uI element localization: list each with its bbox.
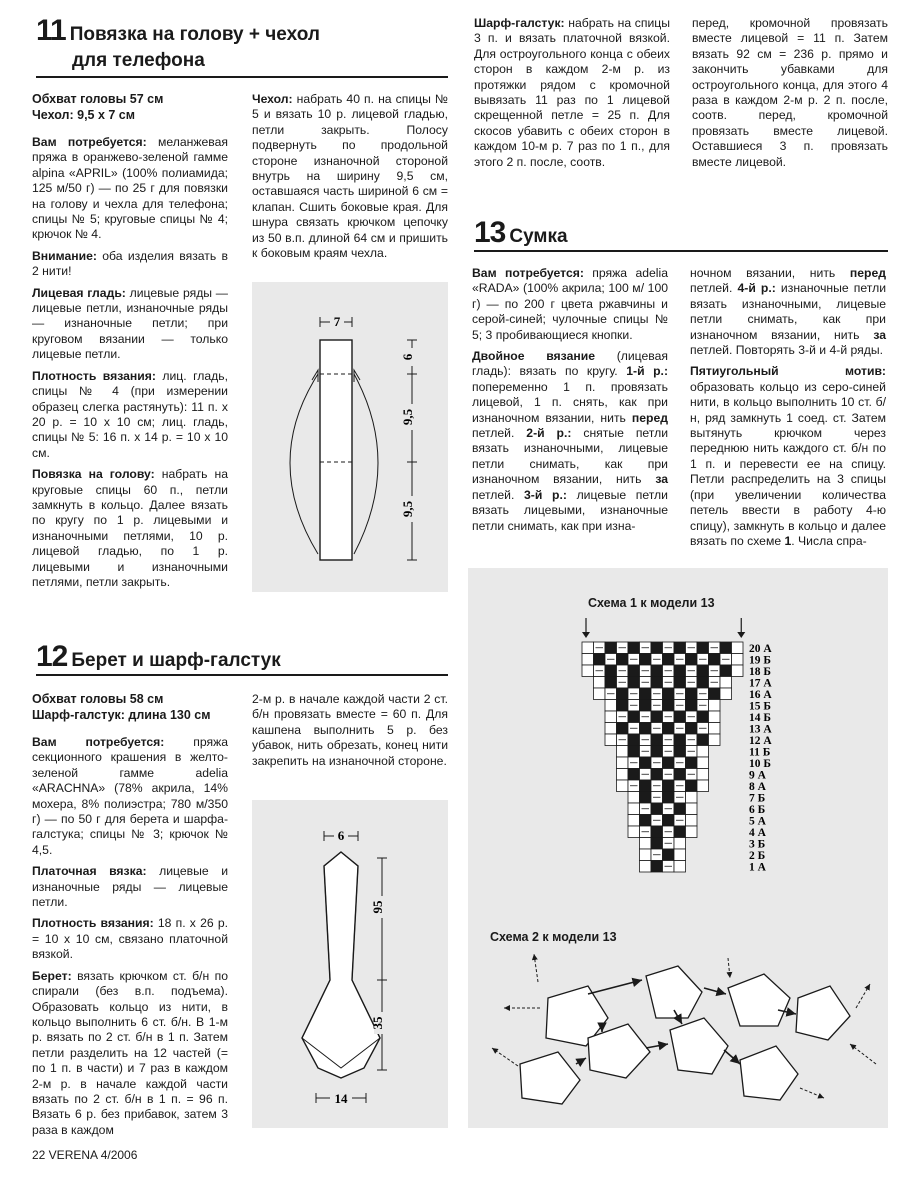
chart-cell bbox=[617, 780, 629, 792]
row-label: 15 Б bbox=[749, 700, 771, 713]
case-diagram bbox=[252, 282, 448, 592]
section-12-rule bbox=[36, 674, 448, 676]
dim-middle: 9,5 bbox=[400, 408, 415, 426]
chart-cell bbox=[709, 734, 721, 746]
chart-cell bbox=[640, 723, 652, 735]
chart-cell bbox=[628, 746, 640, 758]
section-12-col2 bbox=[252, 692, 448, 775]
schemes-panel bbox=[468, 568, 888, 1128]
chart-cell bbox=[674, 826, 686, 838]
dim-length: 95 bbox=[370, 900, 385, 914]
chart-cell bbox=[709, 654, 721, 666]
page-footer: 22 VERENA 4/2006 bbox=[32, 1148, 138, 1162]
chart-cell bbox=[674, 849, 686, 861]
chart-cell bbox=[697, 780, 709, 792]
chart-cell bbox=[605, 665, 617, 677]
chart-cell bbox=[697, 711, 709, 723]
chart-cell bbox=[663, 757, 675, 769]
pentagon-8 bbox=[740, 1046, 798, 1100]
chart-cell bbox=[674, 711, 686, 723]
chart-cell bbox=[651, 861, 663, 873]
chart-cell bbox=[605, 711, 617, 723]
garter: Платочная вязка: лицевые и изнаночные ряды — лицевые петли. bbox=[32, 864, 228, 910]
chart-cell bbox=[640, 861, 652, 873]
chart-cell bbox=[628, 642, 640, 654]
chart-cell bbox=[686, 757, 698, 769]
chart-cell bbox=[697, 769, 709, 781]
column-marker-arrowhead bbox=[582, 632, 590, 638]
chart-cell bbox=[674, 838, 686, 850]
scarf-continued: перед, кромочной провязать вместе лицевой = 11 п. Затем вязать 92 см = 236 р. прямо и закончить убавками для остроугольного конца, для этого 4 раза в каждом 2-м р. 2 п. после, соотв. перед, кромочной провязать вместе лицевой. Оставшиеся 3 п. провязать вместе лицевой. bbox=[692, 16, 888, 169]
chart-cell bbox=[709, 711, 721, 723]
materials: Вам потребуется: пряжа секционного крашения в желто-зеленой гамме adelia «ARACHNA» (78% акрила, 14% мохера, 8% полиэстра; 780 м/350 г) — по 50 г для берета и шарфа-галстука; спицы № 3; крючок № 4,5. bbox=[32, 735, 229, 857]
pentagon-7 bbox=[520, 1052, 580, 1104]
chart-cell bbox=[640, 838, 652, 850]
materials: Вам потребуется: меланжевая пряжа в оранжево-зеленой гамме alpina «APRIL» (100% полиамида; 125 м/50 г) — по 25 г для повязки на голову и чехла для телефона; спицы № 5; круговые спицы № 4; крючок № 4. bbox=[32, 135, 229, 242]
chart-cell bbox=[628, 803, 640, 815]
section-11-title-line2: для телефона bbox=[72, 50, 205, 71]
size-head: Обхват головы 58 см bbox=[32, 692, 164, 706]
section-number: 13 bbox=[474, 216, 506, 249]
headband: Повязка на голову: набрать на круговые спицы 60 п., петли замкнуть в кольцо. Далее вязать по кругу по 1 р. лицевыми и изнаночными петлями, 10 р. лицевой гладью, по 1 р. лицевыми и изнаночными петлями, петли закрыть. bbox=[32, 467, 228, 589]
row-label: 2 Б bbox=[749, 850, 766, 862]
row-label: 7 Б bbox=[749, 792, 766, 805]
row-label: 12 А bbox=[749, 735, 772, 747]
row-label: 4 А bbox=[749, 827, 766, 839]
chart-cell bbox=[640, 849, 652, 861]
dim-top: 6 bbox=[337, 828, 345, 843]
chart-cell bbox=[720, 688, 732, 700]
chart-cell bbox=[582, 665, 594, 677]
section-number: 12 bbox=[36, 640, 68, 673]
chart-cell bbox=[594, 688, 606, 700]
chart-cell bbox=[628, 826, 640, 838]
chart-cell bbox=[628, 792, 640, 804]
chart-cell bbox=[674, 665, 686, 677]
chart-cell bbox=[663, 700, 675, 712]
scheme1-chart bbox=[578, 614, 798, 904]
chart-cell bbox=[663, 849, 675, 861]
pentagon-6 bbox=[670, 1018, 728, 1074]
chart-cell bbox=[617, 700, 629, 712]
chart-cell bbox=[686, 688, 698, 700]
scheme2-title: Схема 2 к модели 13 bbox=[490, 930, 617, 944]
pentagon-3 bbox=[728, 974, 790, 1026]
chart-cell bbox=[605, 723, 617, 735]
chart-cell bbox=[628, 734, 640, 746]
case-diagram-panel bbox=[252, 282, 448, 592]
chart-cell bbox=[686, 780, 698, 792]
row-label: 6 Б bbox=[749, 804, 766, 816]
chart-cell bbox=[651, 769, 663, 781]
chart-cell bbox=[651, 746, 663, 758]
chart-cell bbox=[720, 677, 732, 689]
scarf-diagram-panel bbox=[252, 800, 448, 1128]
double-knitting-continued: ночном вязании, нить перед петлей. 4-й р.: изнаночные петли вязать изнаночными, лицевые петли снимать, как при изнаночном вязании, нить за петлей. Повторять 3-й и 4-й ряды. bbox=[690, 266, 886, 358]
row-label: 3 Б bbox=[749, 838, 766, 851]
chart-cell bbox=[617, 723, 629, 735]
chart-cell bbox=[674, 677, 686, 689]
chart-cell bbox=[605, 734, 617, 746]
section-12-title bbox=[36, 640, 281, 674]
chart-cell bbox=[674, 861, 686, 873]
chart-cell bbox=[686, 723, 698, 735]
chart-cell bbox=[697, 734, 709, 746]
row-label: 20 А bbox=[749, 643, 772, 655]
section-number: 11 bbox=[36, 14, 66, 47]
dim-tip: 35 bbox=[370, 1016, 385, 1030]
chart-cell bbox=[709, 723, 721, 735]
section-13-col2 bbox=[690, 266, 886, 555]
dim-flap: 6 bbox=[400, 353, 415, 361]
section-12-col4 bbox=[692, 16, 888, 176]
section-title: Сумка bbox=[509, 226, 568, 247]
chart-cell bbox=[686, 700, 698, 712]
chart-cell bbox=[663, 792, 675, 804]
chart-cell bbox=[617, 757, 629, 769]
chart-cell bbox=[686, 792, 698, 804]
chart-cell bbox=[674, 803, 686, 815]
section-13-col1 bbox=[472, 266, 668, 540]
stockinette: Лицевая гладь: лицевые ряды — лицевые петли, изнаночные ряды — изнаночные петли; при круговом вязании — только лицевые петли. bbox=[32, 285, 228, 362]
chart-cell bbox=[582, 642, 594, 654]
size-head: Обхват головы 57 см bbox=[32, 92, 164, 106]
size-case: Чехол: 9,5 х 7 см bbox=[32, 107, 136, 122]
section-11-col2 bbox=[252, 92, 448, 267]
chart-cell bbox=[697, 642, 709, 654]
chart-cell bbox=[628, 665, 640, 677]
chart-cell bbox=[651, 642, 663, 654]
chart-cell bbox=[640, 792, 652, 804]
chart-cell bbox=[628, 815, 640, 827]
double-knitting: Двойное вязание (лицевая гладь): вязать по кругу. 1-й р.: попеременно 1 п. провязать лицевой, 1 п. снять, как при изнаночном вязании, нить перед петлей. 2-й р.: снятые петли вязать изнаночными, лицевые петли снимать, как при изнаночном вязании, нить за петлей. 3-й р.: лицевые петли вязать лицевыми, изнаночные петли снимать, как при изна- bbox=[472, 349, 669, 533]
section-13-rule bbox=[474, 250, 888, 252]
chart-cell bbox=[709, 688, 721, 700]
gauge: Плотность вязания: лиц. гладь, спицы № 4 (при измерении образец слегка растянуть): 11 п. х 20 р. = 10 х 10 см; лиц. гладь, спицы № 5: 16 п. х 14 р. = 10 х 10 см. bbox=[32, 368, 228, 460]
chart-cell bbox=[697, 677, 709, 689]
chart-cell bbox=[640, 700, 652, 712]
chart-cell bbox=[605, 677, 617, 689]
row-label: 8 А bbox=[749, 781, 766, 793]
chart-cell bbox=[651, 665, 663, 677]
chart-cell bbox=[582, 654, 594, 666]
chart-cell bbox=[594, 677, 606, 689]
chart-cell bbox=[663, 780, 675, 792]
chart-cell bbox=[617, 769, 629, 781]
section-11-rule bbox=[36, 76, 448, 78]
chart-cell bbox=[686, 654, 698, 666]
pentagon-4 bbox=[796, 986, 850, 1040]
chart-cell bbox=[594, 654, 606, 666]
section-12-col1 bbox=[32, 692, 228, 1144]
chart-cell bbox=[674, 734, 686, 746]
row-label: 5 А bbox=[749, 815, 766, 828]
materials: Вам потребуется: пряжа adelia «RADA» (100% акрила; 100 м/ 100 г) — по 200 г цвета ржавчины и серой-синей; чулочные спицы № 5; 3 пробивающиеся кнопки. bbox=[472, 266, 668, 342]
chart-cell bbox=[697, 665, 709, 677]
chart-cell bbox=[663, 815, 675, 827]
chart-cell bbox=[732, 642, 744, 654]
pentagon-motif: Пятиугольный мотив: образовать кольцо из серо-синей нити, в кольцо выполнить 10 ст. б/н, ряд замкнуть 1 соед. ст. Затем вытянуть крючком через переднюю нить каждого ст. б/н по 1 п. и перевести ее на спицу. Петли распределить на 3 спицы (при увеличении количества петель ввести в работу 4-ю спицу), замкнуть в кольцо и далее вязать по схеме 1. Числа спра- bbox=[690, 364, 886, 548]
chart-cell bbox=[651, 734, 663, 746]
chart-cell bbox=[605, 700, 617, 712]
chart-cell bbox=[640, 815, 652, 827]
chart-cell bbox=[651, 803, 663, 815]
row-label: 14 Б bbox=[749, 712, 771, 724]
chart-cell bbox=[697, 757, 709, 769]
scarf: Шарф-галстук: набрать на спицы 3 п. и вязать платочной вязкой. Для остроугольного конца с обеих сторон в каждом 2-м р. из протяжки рядом с кромочной вывязать 11 раз по 1 лицевой скрещенной петле = 25 п. Для скосов убавить с обеих сторон в каждом 10-м р. 7 раз по 1 п., для этого 2 п. после, соотв. bbox=[474, 16, 670, 169]
section-13-title bbox=[474, 216, 568, 250]
chart-cell bbox=[628, 769, 640, 781]
section-11-col1 bbox=[32, 92, 228, 596]
row-label: 17 А bbox=[749, 677, 772, 690]
chart-cell bbox=[617, 654, 629, 666]
chart-cell bbox=[640, 780, 652, 792]
dim-bottom: 9,5 bbox=[400, 500, 415, 518]
chart-cell bbox=[651, 711, 663, 723]
beret: Берет: вязать крючком ст. б/н по спирали (без в.п. подъема). Образовать кольцо из нити, в кольцо выполнить 6 ст. б/н. В 1-м р. вязать по 2 ст. б/н в 1 п. Затем петли разделить на 12 частей (= по 1 п. в части) и 7 раз в каждом 2-м р. в начале каждой части вязать по 2 ст. б/н в 1 п. = 96 п. Вязать 6 р. без прибавок, затем 3 раза в каждом bbox=[32, 968, 228, 1137]
chart-cell bbox=[686, 826, 698, 838]
chart-cell bbox=[674, 746, 686, 758]
row-label: 1 А bbox=[749, 861, 766, 874]
section-title-line1: Повязка на голову + чехол bbox=[69, 24, 320, 45]
scarf-diagram bbox=[252, 800, 448, 1128]
chart-cell bbox=[674, 642, 686, 654]
chart-cell bbox=[640, 757, 652, 769]
scheme2-assembly bbox=[478, 948, 882, 1118]
attention: Внимание: оба изделия вязать в 2 нити! bbox=[32, 248, 228, 279]
chart-cell bbox=[605, 642, 617, 654]
column-marker-arrowhead bbox=[737, 632, 745, 638]
dim-top: 7 bbox=[333, 314, 341, 329]
chart-cell bbox=[663, 723, 675, 735]
chart-cell bbox=[617, 746, 629, 758]
chart-cell bbox=[640, 688, 652, 700]
section-12-col3 bbox=[474, 16, 670, 176]
gauge: Плотность вязания: 18 п. х 26 р. = 10 х 10 см, связано платочной вязкой. bbox=[32, 916, 228, 962]
chart-cell bbox=[628, 677, 640, 689]
size-scarf: Шарф-галстук: длина 130 см bbox=[32, 707, 211, 722]
chart-cell bbox=[674, 769, 686, 781]
beret-continued: 2-м р. в начале каждой части 2 ст. б/н провязать вместе = 60 п. Для кашпена выполнить 5 р. без убавок, нить обрезать, конец нити закрепить на изнаночной стороне. bbox=[252, 692, 448, 768]
chart-cell bbox=[651, 826, 663, 838]
chart-cell bbox=[709, 700, 721, 712]
row-label: 10 Б bbox=[749, 758, 771, 770]
chart-cell bbox=[686, 803, 698, 815]
phone-case: Чехол: набрать 40 п. на спицы № 5 и вязать 10 р. лицевой гладью, петли закрыть. Полосу подвернуть по продольной стороне изнаночной стороной внутрь на ширину 9,5 см, оставшаяся часть шириной 6 см = клапан. Сшить боковые края. Для шнура связать крючком цепочку из 50 в.п. длиной 64 см и пришить к боковым краям чехла. bbox=[252, 92, 448, 261]
chart-cell bbox=[651, 677, 663, 689]
chart-cell bbox=[651, 838, 663, 850]
section-11-title bbox=[36, 14, 320, 48]
chart-cell bbox=[720, 642, 732, 654]
row-label: 16 А bbox=[749, 689, 772, 701]
section-title: Берет и шарф-галстук bbox=[71, 650, 281, 671]
row-label: 9 А bbox=[749, 769, 766, 782]
chart-cell bbox=[697, 746, 709, 758]
row-label: 11 Б bbox=[749, 746, 771, 759]
row-label: 13 А bbox=[749, 723, 772, 736]
chart-cell bbox=[628, 711, 640, 723]
chart-cell bbox=[732, 665, 744, 677]
row-label: 18 Б bbox=[749, 666, 771, 678]
chart-cell bbox=[617, 688, 629, 700]
chart-cell bbox=[663, 654, 675, 666]
chart-cell bbox=[663, 688, 675, 700]
scheme1-title: Схема 1 к модели 13 bbox=[588, 596, 715, 610]
chart-cell bbox=[732, 654, 744, 666]
chart-cell bbox=[686, 815, 698, 827]
chart-cell bbox=[640, 654, 652, 666]
row-label: 19 Б bbox=[749, 654, 771, 667]
dim-bottom: 14 bbox=[334, 1091, 348, 1106]
chart-cell bbox=[720, 665, 732, 677]
